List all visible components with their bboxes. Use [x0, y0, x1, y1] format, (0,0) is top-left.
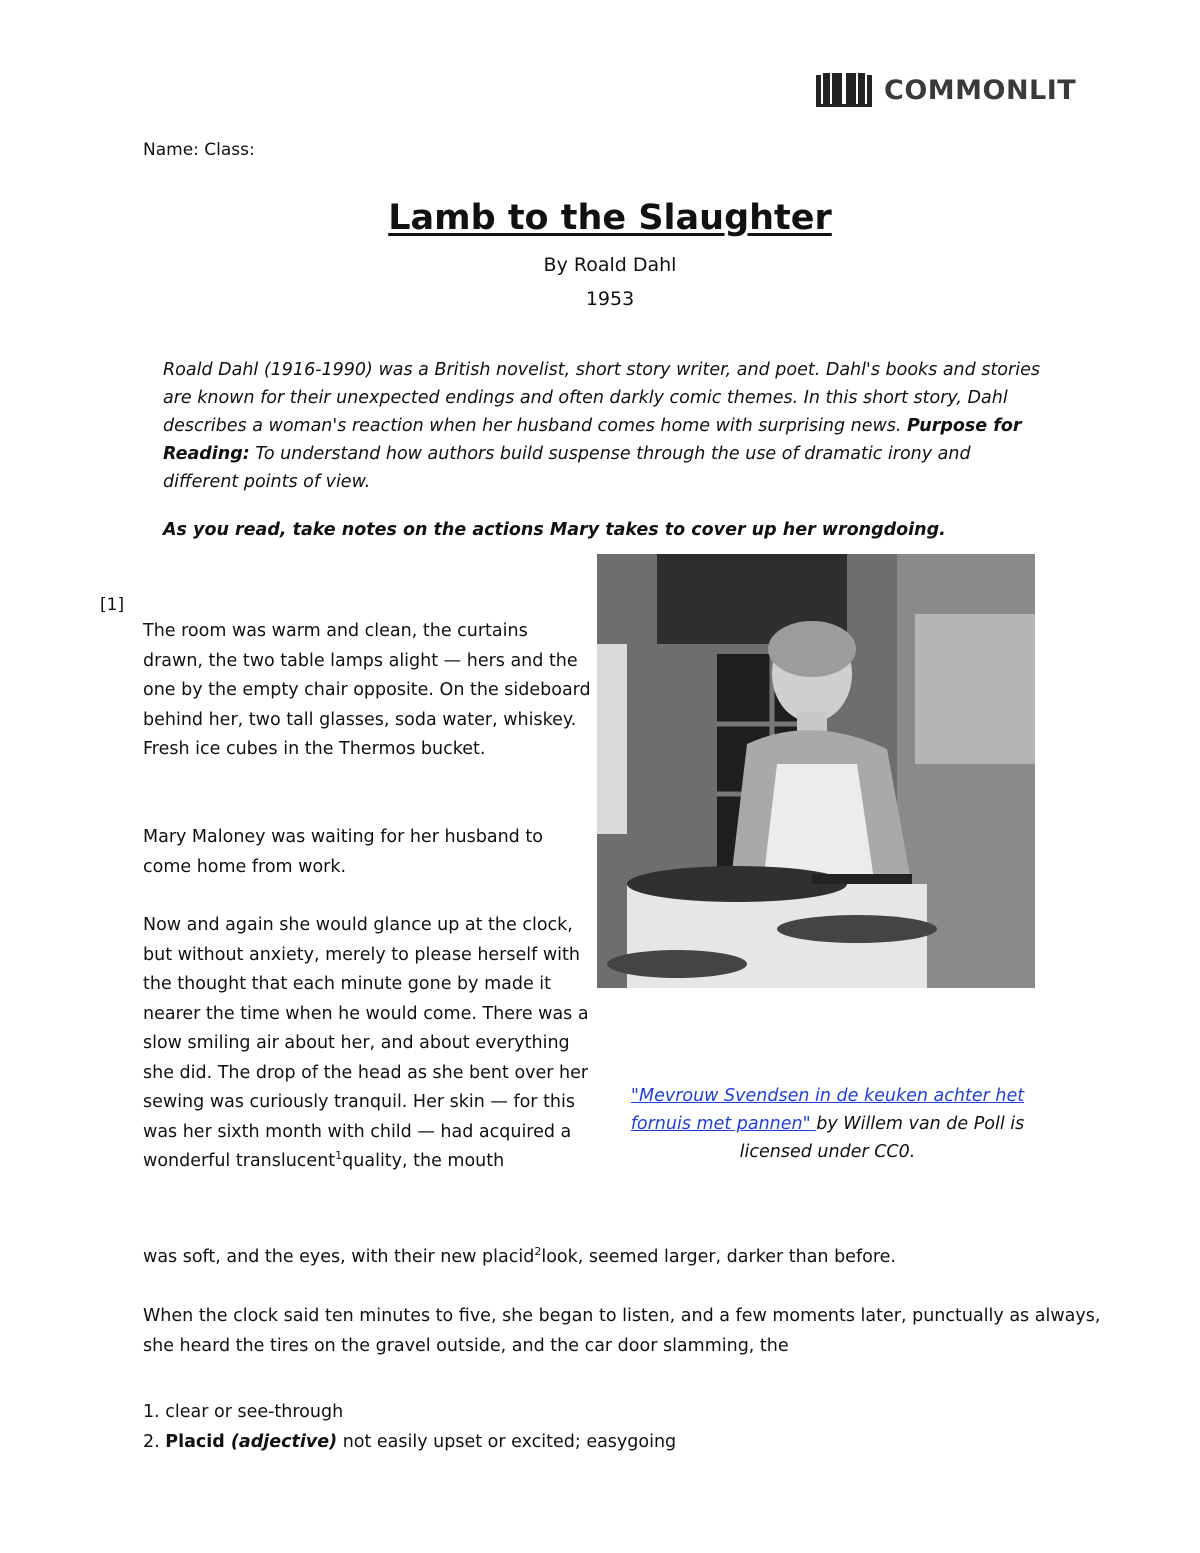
paragraph-3-cont-end: look, seemed larger, darker than before.: [541, 1247, 896, 1267]
logo-text: COMMONLIT: [884, 74, 1077, 106]
commonlit-logo: [814, 70, 1076, 110]
page-title: Lamb to the Slaughter: [388, 198, 832, 238]
photo-caption: [600, 1082, 1055, 1166]
photo-source-link[interactable]: "Mevrouw Svendsen in de keuken achter het fornuis met pannen": [630, 1086, 1025, 1134]
footnote-1: 1. clear or see-through: [143, 1402, 344, 1422]
paragraph-3-text-cont: quality, the mouth: [342, 1151, 505, 1171]
footnote-2: [143, 1432, 676, 1452]
story-photo: [597, 554, 1035, 988]
photo-license-text: by Willem van de Poll is licensed under CC0.: [739, 1114, 1025, 1162]
footnote-2-term: Placid: [165, 1432, 225, 1452]
footnote-ref-2: 2: [534, 1245, 542, 1259]
paragraph-3: [143, 911, 593, 1177]
paragraph-1: The room was warm and clean, the curtains drawn, the two table lamps alight — hers and the one by the empty chair opposite. On the sideboard behind her, two tall glasses, soda water, whiskey. Fresh ice cubes in the Thermos bucket.: [143, 621, 591, 759]
paragraph-4: When the clock said ten minutes to five, she began to listen, and a few moments later, punctually as always, she heard the tires on the gravel outside, and the car door slamming, the: [143, 1306, 1101, 1356]
footnote-2-definition: not easily upset or excited; easygoing: [337, 1432, 677, 1452]
purpose-text: To understand how authors build suspense through the use of dramatic irony and different points of view.: [163, 444, 971, 492]
as-you-read-prompt: As you read, take notes on the actions Mary takes to cover up her wrongdoing.: [163, 520, 946, 540]
footnote-2-part-of-speech: (adjective): [224, 1432, 338, 1452]
introduction: [163, 356, 1043, 496]
footnote-ref-1: 1: [335, 1149, 343, 1163]
open-book-icon: [814, 71, 874, 109]
paragraph-3-text: Now and again she would glance up at the clock, but without anxiety, merely to please herself with the thought that each minute gone by made it nearer the time when he would come. There was a slow smiling air about her, and about everything she did. The drop of the head as she bent over her sewing was curiously tranquil. Her skin — for this was her sixth month with child — had acquired a wonderful translucent: [143, 915, 589, 1171]
paragraph-2: Mary Maloney was waiting for her husband to come home from work.: [143, 827, 543, 877]
kitchen-photo-illustration: [597, 554, 1035, 988]
footnote-2-number: 2.: [143, 1432, 166, 1452]
byline: By Roald Dahl: [543, 254, 677, 276]
paragraph-3-cont-text: was soft, and the eyes, with their new placid: [143, 1247, 535, 1267]
paragraph-3-continued: [143, 1243, 1103, 1273]
intro-text: Roald Dahl (1916-1990) was a British novelist, short story writer, and poet. Dahl's books and stories are known for their unexpected endings and often darkly comic themes. In this short story, Dahl describes a woman's reaction when her husband comes home with surprising news.: [163, 360, 1040, 436]
name-class-line: Name: Class:: [143, 140, 255, 160]
purpose-label: Purpose for Reading:: [163, 416, 1022, 464]
publication-year: 1953: [585, 288, 635, 310]
paragraph-number: [1]: [100, 595, 125, 615]
